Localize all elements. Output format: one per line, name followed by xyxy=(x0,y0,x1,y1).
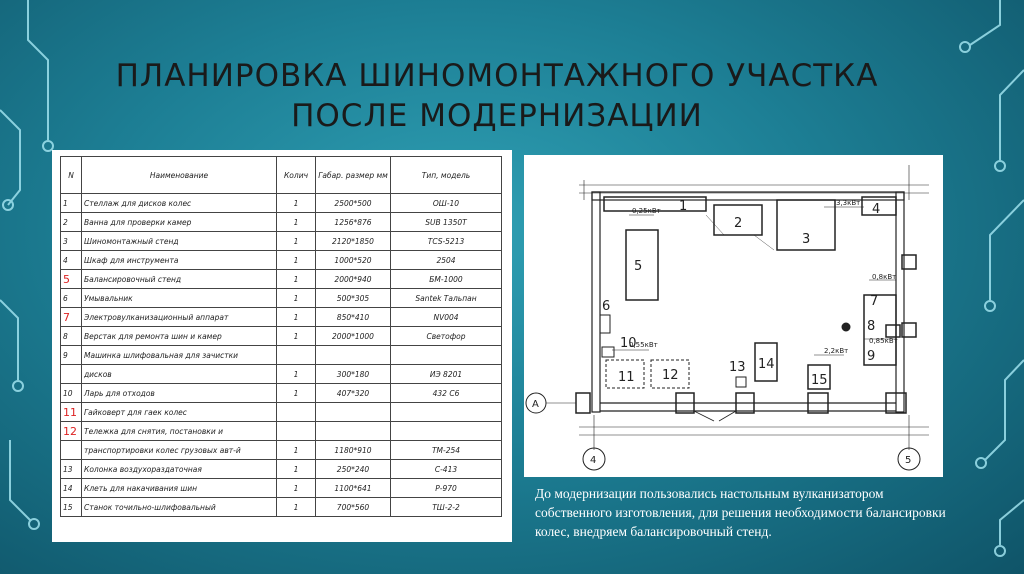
power-label-3: 0,8кВт xyxy=(872,273,897,281)
row-type xyxy=(391,346,502,365)
row-name: Машинка шлифовальная для зачистки xyxy=(82,346,277,365)
row-size: 500*305 xyxy=(316,289,391,308)
row-number: 14 xyxy=(61,479,82,498)
power-label-5: 0,55кВт xyxy=(629,341,658,349)
row-size: 1180*910 xyxy=(316,441,391,460)
row-name: Ванна для проверки камер xyxy=(82,213,277,232)
floor-plan-panel xyxy=(524,155,943,477)
page-title-line1: ПЛАНИРОВКА ШИНОМОНТАЖНОГО УЧАСТКА xyxy=(115,58,879,94)
row-qty xyxy=(277,346,316,365)
equipment-table-panel xyxy=(52,150,512,542)
power-label-1: 0,25кВт xyxy=(632,207,661,215)
row-type: TCS-5213 xyxy=(391,232,502,251)
header-number: N xyxy=(61,157,82,194)
row-size: 1256*876 xyxy=(316,213,391,232)
row-type: NV004 xyxy=(391,308,502,327)
wall-right xyxy=(896,192,904,412)
header-qty: Колич xyxy=(277,157,316,194)
row-qty xyxy=(277,422,316,441)
row-type: ТМ-254 xyxy=(391,441,502,460)
row-type: ТШ-2-2 xyxy=(391,498,502,517)
row-qty: 1 xyxy=(277,289,316,308)
row-type: Santek Тальпан xyxy=(391,289,502,308)
row-size: 2500*500 xyxy=(316,194,391,213)
table-row xyxy=(61,422,502,441)
row-qty: 1 xyxy=(277,251,316,270)
row-number: 5 xyxy=(61,270,82,289)
row-name: дисков xyxy=(82,365,277,384)
plan-label-3: 3 xyxy=(802,232,811,247)
plan-label-9: 9 xyxy=(867,349,876,364)
row-name: Балансировочный стенд xyxy=(82,270,277,289)
plan-label-15: 15 xyxy=(811,373,828,388)
plan-label-4: 4 xyxy=(872,202,881,217)
header-size: Габар. размер мм xyxy=(316,157,391,194)
table-row xyxy=(61,498,502,517)
axis-label-5: 5 xyxy=(905,455,912,466)
row-number: 10 xyxy=(61,384,82,403)
row-type xyxy=(391,422,502,441)
row-size xyxy=(316,422,391,441)
equipment-13 xyxy=(736,377,746,387)
table-row xyxy=(61,308,502,327)
row-type: ИЭ 8201 xyxy=(391,365,502,384)
table-row xyxy=(61,270,502,289)
row-qty: 1 xyxy=(277,365,316,384)
plan-label-8: 8 xyxy=(867,319,876,334)
row-number: 12 xyxy=(61,422,82,441)
power-label-6: 2,2кВт xyxy=(824,347,849,355)
table-header-row xyxy=(61,157,502,194)
row-name: Шиномонтажный стенд xyxy=(82,232,277,251)
row-name: транспортировки колес грузовых авт-й xyxy=(82,441,277,460)
row-name: Гайковерт для гаек колес xyxy=(82,403,277,422)
row-name: Стеллаж для дисков колес xyxy=(82,194,277,213)
table-row xyxy=(61,384,502,403)
row-type: ОШ-10 xyxy=(391,194,502,213)
row-qty: 1 xyxy=(277,270,316,289)
row-qty: 1 xyxy=(277,327,316,346)
plan-label-14: 14 xyxy=(758,357,775,372)
row-size: 700*560 xyxy=(316,498,391,517)
row-number xyxy=(61,365,82,384)
row-qty xyxy=(277,403,316,422)
row-qty: 1 xyxy=(277,479,316,498)
row-number: 11 xyxy=(61,403,82,422)
row-size: 850*410 xyxy=(316,308,391,327)
row-type: С-413 xyxy=(391,460,502,479)
row-number: 13 xyxy=(61,460,82,479)
equipment-table xyxy=(60,156,502,517)
plan-label-2: 2 xyxy=(734,216,743,231)
caption-text: До модернизации пользовались настольным вулканизатором собственного изготовления, для решения необходимости балансировки колес, внедряем балансировочный стенд. xyxy=(535,486,946,539)
row-type xyxy=(391,403,502,422)
row-qty: 1 xyxy=(277,194,316,213)
plan-label-6: 6 xyxy=(602,299,611,314)
table-row xyxy=(61,479,502,498)
plan-label-10: 10 xyxy=(620,336,637,351)
row-name: Станок точильно-шлифовальный xyxy=(82,498,277,517)
floor-plan-drawing xyxy=(524,155,943,477)
header-type: Тип, модель xyxy=(391,157,502,194)
plan-label-12: 12 xyxy=(662,368,679,383)
plan-label-11: 11 xyxy=(618,370,635,385)
row-qty: 1 xyxy=(277,232,316,251)
plan-label-13: 13 xyxy=(729,360,746,375)
table-row xyxy=(61,232,502,251)
row-size: 2120*1850 xyxy=(316,232,391,251)
plan-label-1: 1 xyxy=(679,199,688,214)
page-title-line2: ПОСЛЕ МОДЕРНИЗАЦИИ xyxy=(291,98,703,134)
row-number: 3 xyxy=(61,232,82,251)
table-row xyxy=(61,213,502,232)
table-row xyxy=(61,194,502,213)
row-name: Электровулканизационный аппарат xyxy=(82,308,277,327)
row-qty: 1 xyxy=(277,213,316,232)
row-number: 6 xyxy=(61,289,82,308)
row-type: БМ-1000 xyxy=(391,270,502,289)
row-type: 432 С6 xyxy=(391,384,502,403)
axis-label-a: A xyxy=(532,399,539,410)
row-name: Умывальник xyxy=(82,289,277,308)
power-label-4: 0,85кВт xyxy=(869,337,898,345)
row-name: Клеть для накачивания шин xyxy=(82,479,277,498)
row-name: Верстак для ремонта шин и камер xyxy=(82,327,277,346)
row-name: Ларь для отходов xyxy=(82,384,277,403)
row-number: 4 xyxy=(61,251,82,270)
table-row xyxy=(61,441,502,460)
table-row xyxy=(61,365,502,384)
equipment-6 xyxy=(600,315,610,333)
plan-label-5: 5 xyxy=(634,259,643,274)
row-number: 7 xyxy=(61,308,82,327)
row-size xyxy=(316,403,391,422)
table-row xyxy=(61,346,502,365)
row-qty: 1 xyxy=(277,308,316,327)
row-size: 250*240 xyxy=(316,460,391,479)
row-qty: 1 xyxy=(277,498,316,517)
power-label-2: 3,3кВт xyxy=(836,199,861,207)
row-type: Р-970 xyxy=(391,479,502,498)
row-name: Шкаф для инструмента xyxy=(82,251,277,270)
row-size: 2000*1000 xyxy=(316,327,391,346)
row-name: Тележка для снятия, постановки и xyxy=(82,422,277,441)
table-row xyxy=(61,327,502,346)
table-row xyxy=(61,460,502,479)
row-qty: 1 xyxy=(277,384,316,403)
row-size xyxy=(316,346,391,365)
row-type: 2504 xyxy=(391,251,502,270)
axis-label-4: 4 xyxy=(590,455,597,466)
header-name: Наименование xyxy=(82,157,277,194)
table-row xyxy=(61,403,502,422)
row-number: 9 xyxy=(61,346,82,365)
plan-label-7: 7 xyxy=(870,294,879,309)
row-size: 300*180 xyxy=(316,365,391,384)
row-number: 1 xyxy=(61,194,82,213)
equipment-10 xyxy=(602,347,614,357)
table-row xyxy=(61,251,502,270)
row-size: 2000*940 xyxy=(316,270,391,289)
row-type: SUB 1350T xyxy=(391,213,502,232)
row-qty: 1 xyxy=(277,460,316,479)
row-name: Колонка воздухораздаточная xyxy=(82,460,277,479)
wall-left xyxy=(592,192,600,412)
table-row xyxy=(61,289,502,308)
row-number xyxy=(61,441,82,460)
row-number: 8 xyxy=(61,327,82,346)
row-type: Светофор xyxy=(391,327,502,346)
row-number: 2 xyxy=(61,213,82,232)
row-size: 1100*641 xyxy=(316,479,391,498)
row-number: 15 xyxy=(61,498,82,517)
row-size: 1000*520 xyxy=(316,251,391,270)
row-size: 407*320 xyxy=(316,384,391,403)
row-qty: 1 xyxy=(277,441,316,460)
